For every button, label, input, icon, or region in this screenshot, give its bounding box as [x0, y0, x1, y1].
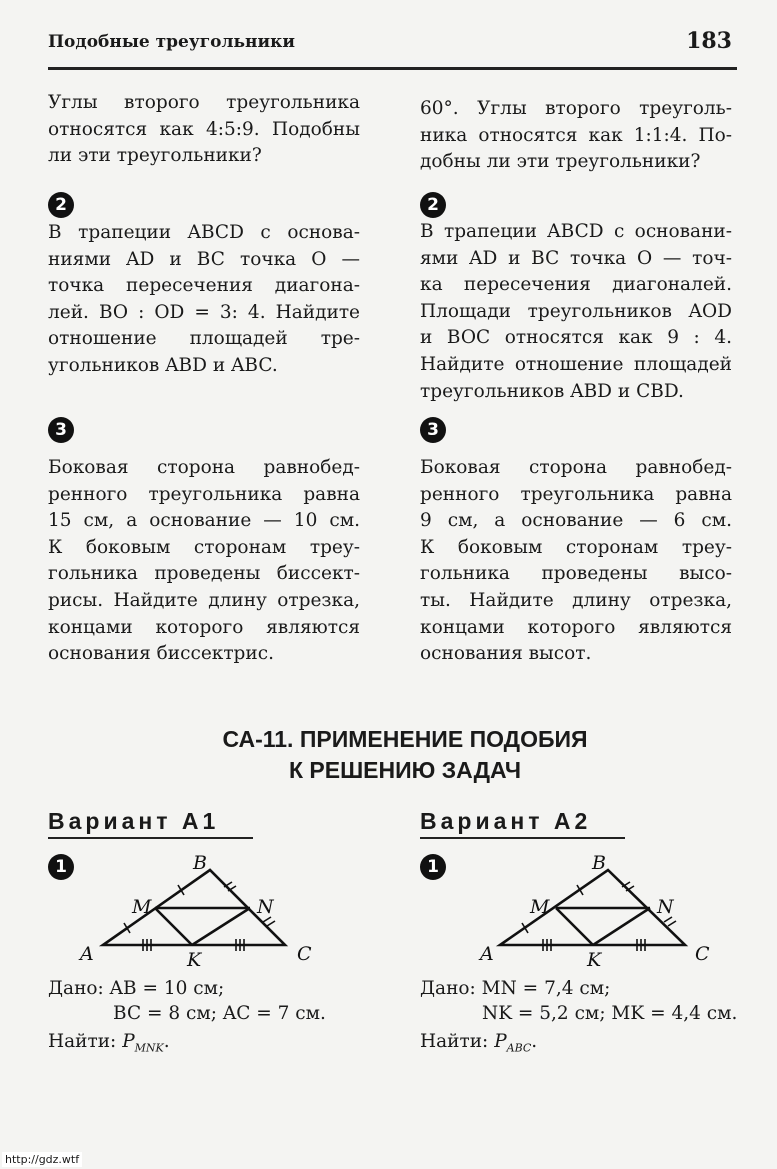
text-line: концами которого являются	[48, 616, 360, 638]
text-line: Углы второго треугольника	[48, 92, 360, 113]
text-line: гольника проведены биссект-	[48, 563, 360, 585]
variant-a2-given: Дано: MN = 7,4 см; NK = 5,2 см; MK = 4,4 см. Найти: $P_{ABC}$.	[420, 978, 738, 1055]
text-line: Найдите отношение площадей	[420, 353, 732, 375]
text-line: В трапеции ABCD с основани-	[420, 221, 732, 242]
given-value: AB = 10 см;	[109, 978, 225, 999]
find-subscript: ABC	[506, 1041, 532, 1055]
text-line: угольников ABD и ABC.	[48, 354, 278, 376]
vertex-label-a: A	[480, 943, 494, 965]
text-line: ями AD и BC точка O — точ-	[420, 247, 732, 269]
vertex-label-b: B	[592, 852, 606, 874]
find-label: Найти:	[48, 1031, 117, 1052]
left-intro	[48, 90, 360, 170]
text-line: гольника проведены высо-	[420, 563, 732, 585]
variant-a2-heading: Вариант А2	[420, 808, 625, 839]
text-line: Боковая сторона равнобед-	[420, 457, 732, 478]
text-line: ренного треугольника равна	[48, 483, 360, 505]
vertex-label-k: K	[187, 949, 202, 971]
given-value: MN = 7,4 см;	[481, 978, 611, 999]
variant-a1-given: Дано: AB = 10 см; BC = 8 см; AC = 7 см. Найти: $P_{MNK}$.	[48, 978, 326, 1055]
header-rule	[48, 67, 737, 70]
page-number: 183	[686, 28, 732, 54]
find-symbol: P	[494, 1031, 507, 1052]
text-line: ниями AD и BC точка O —	[48, 248, 360, 270]
text-line: 9 см, а основание — 6 см.	[420, 510, 732, 532]
text-line: добны ли эти треугольники?	[420, 151, 701, 173]
text-line: ка пересечения диагоналей.	[420, 274, 732, 296]
text-line: лей. BO : OD = 3: 4. Найдите	[48, 301, 360, 323]
left-problem-2	[48, 220, 360, 380]
problem-1-marker: 1	[420, 854, 446, 880]
find-label: Найти:	[420, 1031, 489, 1052]
text-line: и BOC относятся как 9 : 4.	[420, 327, 732, 349]
text-line: ли эти треугольники?	[48, 145, 262, 167]
text-line: ренного треугольника равна	[420, 483, 732, 505]
problem-2-marker: 2	[48, 192, 74, 218]
problem-2-marker: 2	[420, 192, 446, 218]
triangle-diagrams	[0, 840, 777, 975]
text-line: треугольников ABD и CBD.	[420, 380, 684, 402]
find-subscript: MNK	[134, 1041, 164, 1055]
vertex-label-m: M	[132, 896, 152, 918]
section-title	[0, 724, 777, 786]
section-title-line-1: СА-11. ПРИМЕНЕНИЕ ПОДОБИЯ	[222, 726, 588, 752]
right-problem-3	[420, 455, 732, 668]
text-line: относятся как 4:5:9. Подобны	[48, 118, 360, 140]
vertex-label-k: K	[587, 949, 602, 971]
right-problem-2	[420, 219, 732, 405]
vertex-label-m: M	[530, 896, 550, 918]
vertex-label-n: N	[657, 896, 674, 918]
text-line: ника относятся как 1:1:4. По-	[420, 124, 732, 146]
find-symbol: P	[122, 1031, 135, 1052]
given-value: NK = 5,2 см; MK = 4,4 см.	[482, 1003, 738, 1024]
text-line: К боковым сторонам треу-	[420, 536, 732, 558]
given-label: Дано:	[48, 978, 104, 999]
variant-a1-heading: Вариант А1	[48, 808, 253, 839]
vertex-label-c: C	[297, 943, 312, 965]
vertex-label-c: C	[695, 943, 710, 965]
text-line: 60°. Углы второго треуголь-	[420, 98, 732, 119]
text-line: К боковым сторонам треу-	[48, 536, 360, 558]
given-value: BC = 8 см; AC = 7 см.	[113, 1003, 326, 1024]
vertex-label-n: N	[257, 896, 274, 918]
text-line: 15 см, а основание — 10 см.	[48, 510, 360, 532]
text-line: концами которого являются	[420, 616, 732, 638]
vertex-label-a: A	[80, 943, 94, 965]
vertex-label-b: B	[193, 852, 207, 874]
source-url-link[interactable]: http://gdz.wtf	[2, 1152, 82, 1167]
text-line: Площади треугольников AOD	[420, 300, 732, 322]
text-line: отношение площадей тре-	[48, 328, 360, 350]
problem-3-marker: 3	[420, 417, 446, 443]
running-header-title: Подобные треугольники	[48, 32, 295, 52]
text-line: основания биссектрис.	[48, 643, 274, 665]
text-line: рисы. Найдите длину отрезка,	[48, 589, 360, 611]
text-line: Боковая сторона равнобед-	[48, 457, 360, 478]
section-title-line-2: К РЕШЕНИЮ ЗАДАЧ	[288, 757, 522, 783]
text-line: ты. Найдите длину отрезка,	[420, 589, 732, 611]
problem-1-marker: 1	[48, 854, 74, 880]
text-line: основания высот.	[420, 643, 592, 665]
text-line: точка пересечения диагона-	[48, 275, 360, 297]
text-line: В трапеции ABCD с основа-	[48, 222, 360, 243]
left-problem-3	[48, 455, 360, 668]
problem-3-marker: 3	[48, 417, 74, 443]
given-label: Дано:	[420, 978, 476, 999]
right-intro	[420, 96, 732, 176]
